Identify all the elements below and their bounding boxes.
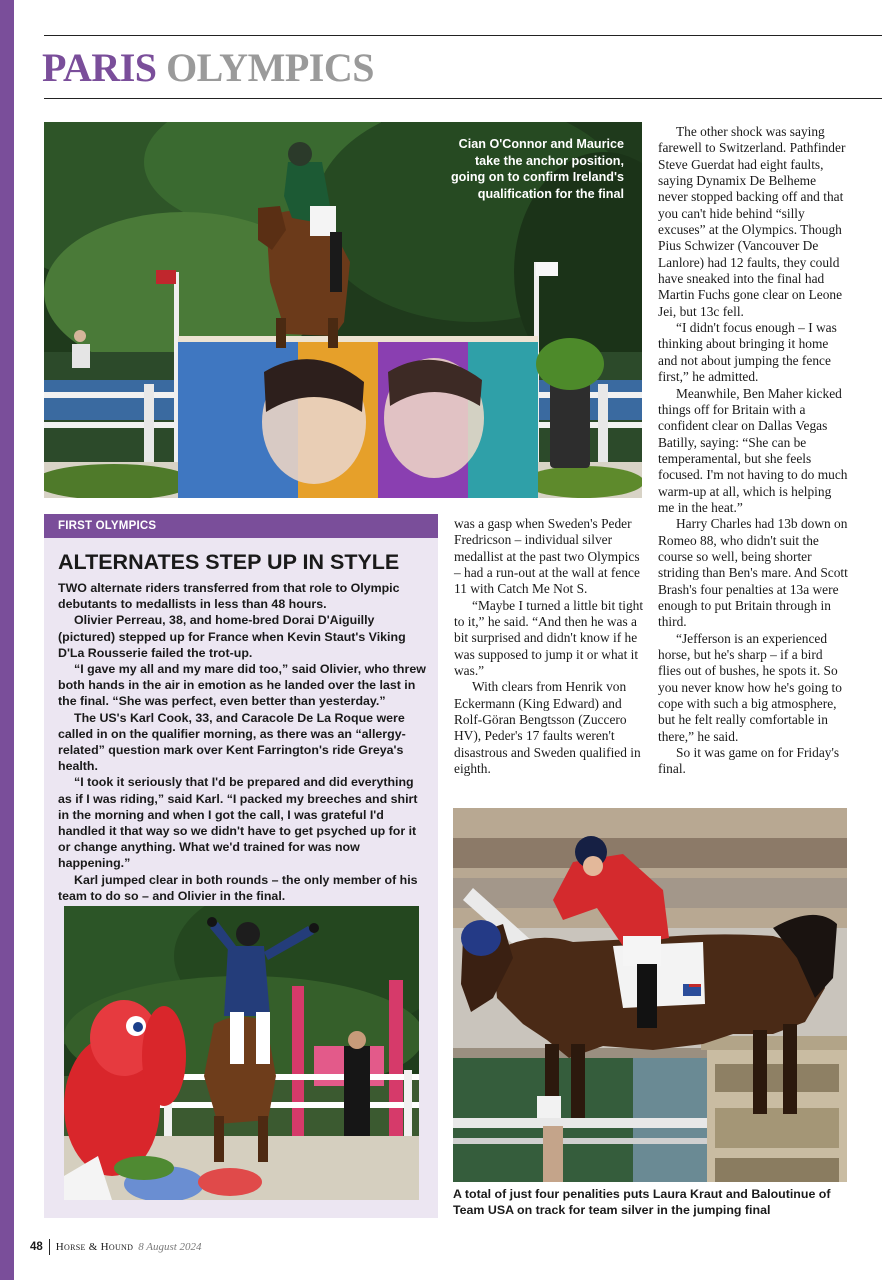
bottom-photo-caption: A total of just four penalities puts Laura Kraut and Baloutinue of Team USA on track for team silver in the jumping final (453, 1187, 831, 1217)
section-title-part2: OLYMPICS (166, 45, 374, 90)
sidebar-box-label: FIRST OLYMPICS (44, 514, 438, 538)
header-bottom-rule (44, 98, 882, 99)
sidebar-paragraph: Olivier Perreau, 38, and home-bred Dorai D'Aiguilly (pictured) stepped up for France when Kevin Staut's Viking D'La Rousserie failed the trot-up. (58, 613, 406, 660)
article-paragraph: was a gasp when Sweden's Peder Fredricson – individual silver medallist at the past two Olympics – had a run-out at the wall at fence 11 with Catch Me Not S. (454, 516, 640, 597)
header-top-rule (44, 35, 882, 36)
page-footer (30, 1238, 202, 1256)
issue-date: 8 August 2024 (138, 1241, 202, 1253)
magazine-name: Horse & Hound (55, 1241, 134, 1253)
article-paragraph: “Jefferson is an experienced horse, but he's sharp – if a bird flies out of bushes, he spots it. So you never know how he's going to cope with such a big atmosphere, but he felt really comfortable in there,” he said. (658, 630, 842, 744)
article-paragraph: So it was game on for Friday's final. (658, 745, 840, 777)
sidebar-box-body (58, 580, 426, 904)
sidebar-paragraph: Karl jumped clear in both rounds – the only member of his team to do so – and Olivier in the final. (58, 872, 418, 903)
top-photo-caption: Cian O'Connor and Maurice take the anchor position, going on to confirm Ireland's qualification for the final (450, 137, 624, 201)
article-paragraph: Meanwhile, Ben Maher kicked things off for Britain with a confident clear on Dallas Vegas Batilly, saying: “She can be temperamental, but she feels focused. I'm not having to do much warm-up at all, which is helping me in the heat.” (658, 385, 848, 515)
bottom-right-photo-usa-rider (453, 808, 847, 1182)
sidebar-box-headline: ALTERNATES STEP UP IN STYLE (58, 550, 400, 574)
article-paragraph: The other shock was saying farewell to Switzerland. Pathfinder Steve Guerdat had eight faults, saying Dynamix De Belheme never stopped backing off and that you can't hide behind “silly excuses” at the Olympics. Though Pius Schwizer (Vancouver De Lanlore) had 12 faults, they could have sneaked into the final had Martin Fuchs gone clear on Leone Jei, but 13c fell. (658, 124, 846, 319)
sidebar-photo-celebrating-rider (64, 906, 419, 1200)
sidebar-paragraph: “I took it seriously that I'd be prepared and did everything as if I was riding,” said Karl. “I packed my breeches and shirt in the morning and when I got the call, I was grateful I'd handled it that way so we didn't have to get psyched up for it or change anything. What we'd trained for was now happening.” (58, 775, 418, 871)
article-paragraph: With clears from Henrik von Eckermann (King Edward) and Rolf-Göran Bengtsson (Zuccero HV), Peder's 17 faults weren't disastrous and Sweden qualified in eighth. (454, 679, 641, 777)
article-paragraph: “Maybe I turned a little bit tight to it,” he said. “And then he was a bit surprised and didn't know if he was supposed to jump it or what it was.” (454, 597, 644, 679)
sidebar-paragraph: “I gave my all and my mare did too,” said Olivier, who threw both hands in the air in emotion as he landed over the last in the final. “She was perfect, even better than yesterday.” (58, 662, 426, 709)
sidebar-paragraph: TWO alternate riders transferred from that role to Olympic debutants to medallists in less than 48 hours. (58, 581, 400, 612)
article-middle-column (454, 516, 647, 778)
footer-divider (49, 1239, 50, 1255)
article-right-column (658, 124, 848, 778)
section-title (42, 44, 374, 92)
left-accent-bar (0, 0, 14, 1280)
sidebar-paragraph: The US's Karl Cook, 33, and Caracole De La Roque were called in on the qualifier morning, as there was an “allergy-related” question mark over Kent Farrington's ride Greya's health. (58, 710, 406, 774)
page-number: 48 (30, 1241, 43, 1253)
article-paragraph: Harry Charles had 13b down on Romeo 88, who didn't suit the course so well, being shorter striding than Ben's mare. And Scott Brash's four penalties at 13a were enough to put Britain through in third. (658, 516, 848, 630)
article-paragraph: “I didn't focus enough – I was thinking about bringing it home and not about jumping the fence first,” he admitted. (658, 320, 837, 385)
section-title-part1: PARIS (42, 45, 157, 90)
